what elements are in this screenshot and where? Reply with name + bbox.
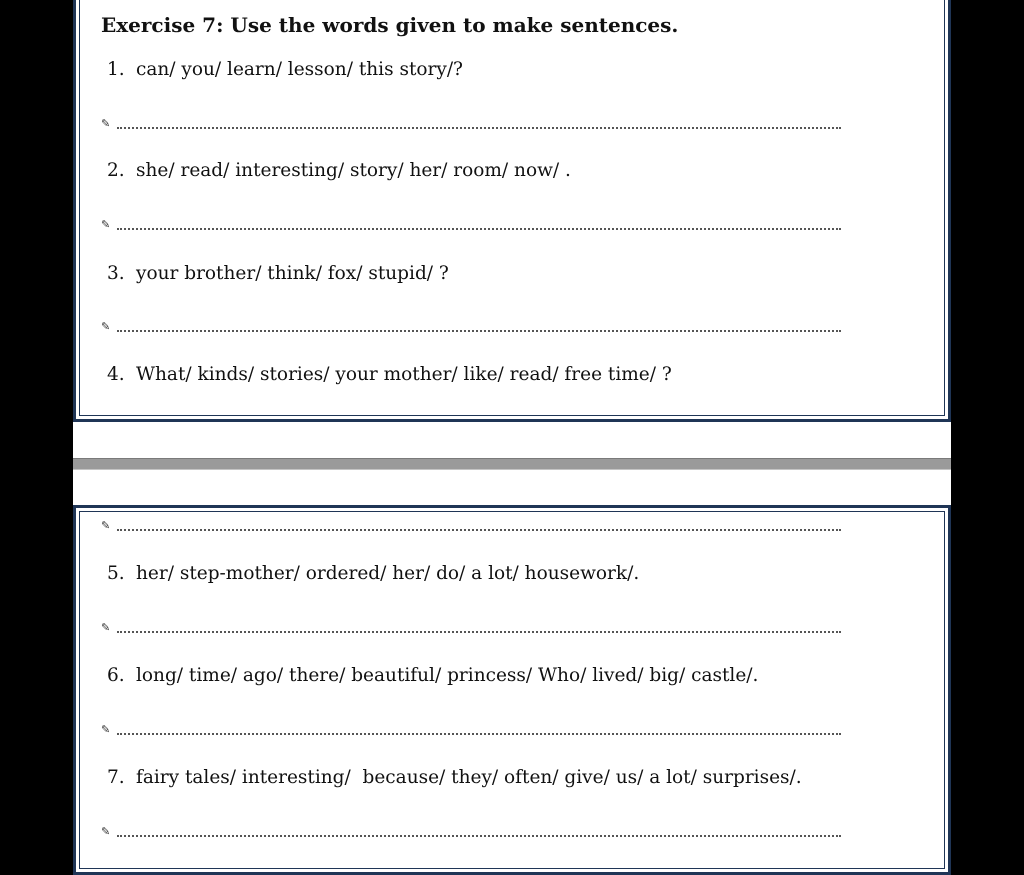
exercise-item-6 — [107, 665, 758, 686]
item-number: 1. — [107, 59, 125, 80]
item-prompt: she/ read/ interesting/ story/ her/ room/ now/ . — [136, 160, 571, 181]
exercise-title: Exercise 7: Use the words given to make sentences. — [101, 13, 679, 37]
pen-nib-icon: ✎ — [101, 621, 111, 634]
exercise-item-3 — [107, 263, 449, 284]
item-prompt: your brother/ think/ fox/ stupid/ ? — [136, 263, 449, 284]
item-prompt: can/ you/ learn/ lesson/ this story/? — [136, 59, 463, 80]
item-prompt: What/ kinds/ stories/ your mother/ like/ read/ free time/ ? — [136, 364, 672, 385]
item-prompt: her/ step-mother/ ordered/ her/ do/ a lot/ housework/. — [136, 563, 640, 584]
answer-line-6[interactable] — [101, 724, 841, 738]
pen-nib-icon: ✎ — [101, 117, 111, 130]
exercise-item-5 — [107, 563, 639, 584]
item-number: 4. — [107, 364, 125, 385]
page-break-divider — [73, 458, 951, 470]
answer-line-7[interactable] — [101, 826, 841, 840]
item-number: 3. — [107, 263, 125, 284]
pen-nib-icon: ✎ — [101, 218, 111, 231]
answer-line-2[interactable] — [101, 219, 841, 233]
item-number: 7. — [107, 767, 125, 788]
exercise-item-7 — [107, 767, 802, 788]
item-prompt: fairy tales/ interesting/ because/ they/ often/ give/ us/ a lot/ surprises/. — [136, 767, 802, 788]
answer-line-3[interactable] — [101, 321, 841, 335]
pen-nib-icon: ✎ — [101, 519, 111, 532]
item-number: 5. — [107, 563, 125, 584]
answer-line-4[interactable] — [101, 520, 841, 534]
pen-nib-icon: ✎ — [101, 320, 111, 333]
item-number: 6. — [107, 665, 125, 686]
answer-line-5[interactable] — [101, 622, 841, 636]
answer-line-1[interactable] — [101, 118, 841, 132]
item-number: 2. — [107, 160, 125, 181]
pen-nib-icon: ✎ — [101, 825, 111, 838]
worksheet-panel-bottom — [73, 505, 951, 875]
pen-nib-icon: ✎ — [101, 723, 111, 736]
exercise-item-1 — [107, 59, 463, 80]
exercise-item-2 — [107, 160, 571, 181]
item-prompt: long/ time/ ago/ there/ beautiful/ princess/ Who/ lived/ big/ castle/. — [136, 665, 759, 686]
exercise-item-4 — [107, 364, 672, 385]
